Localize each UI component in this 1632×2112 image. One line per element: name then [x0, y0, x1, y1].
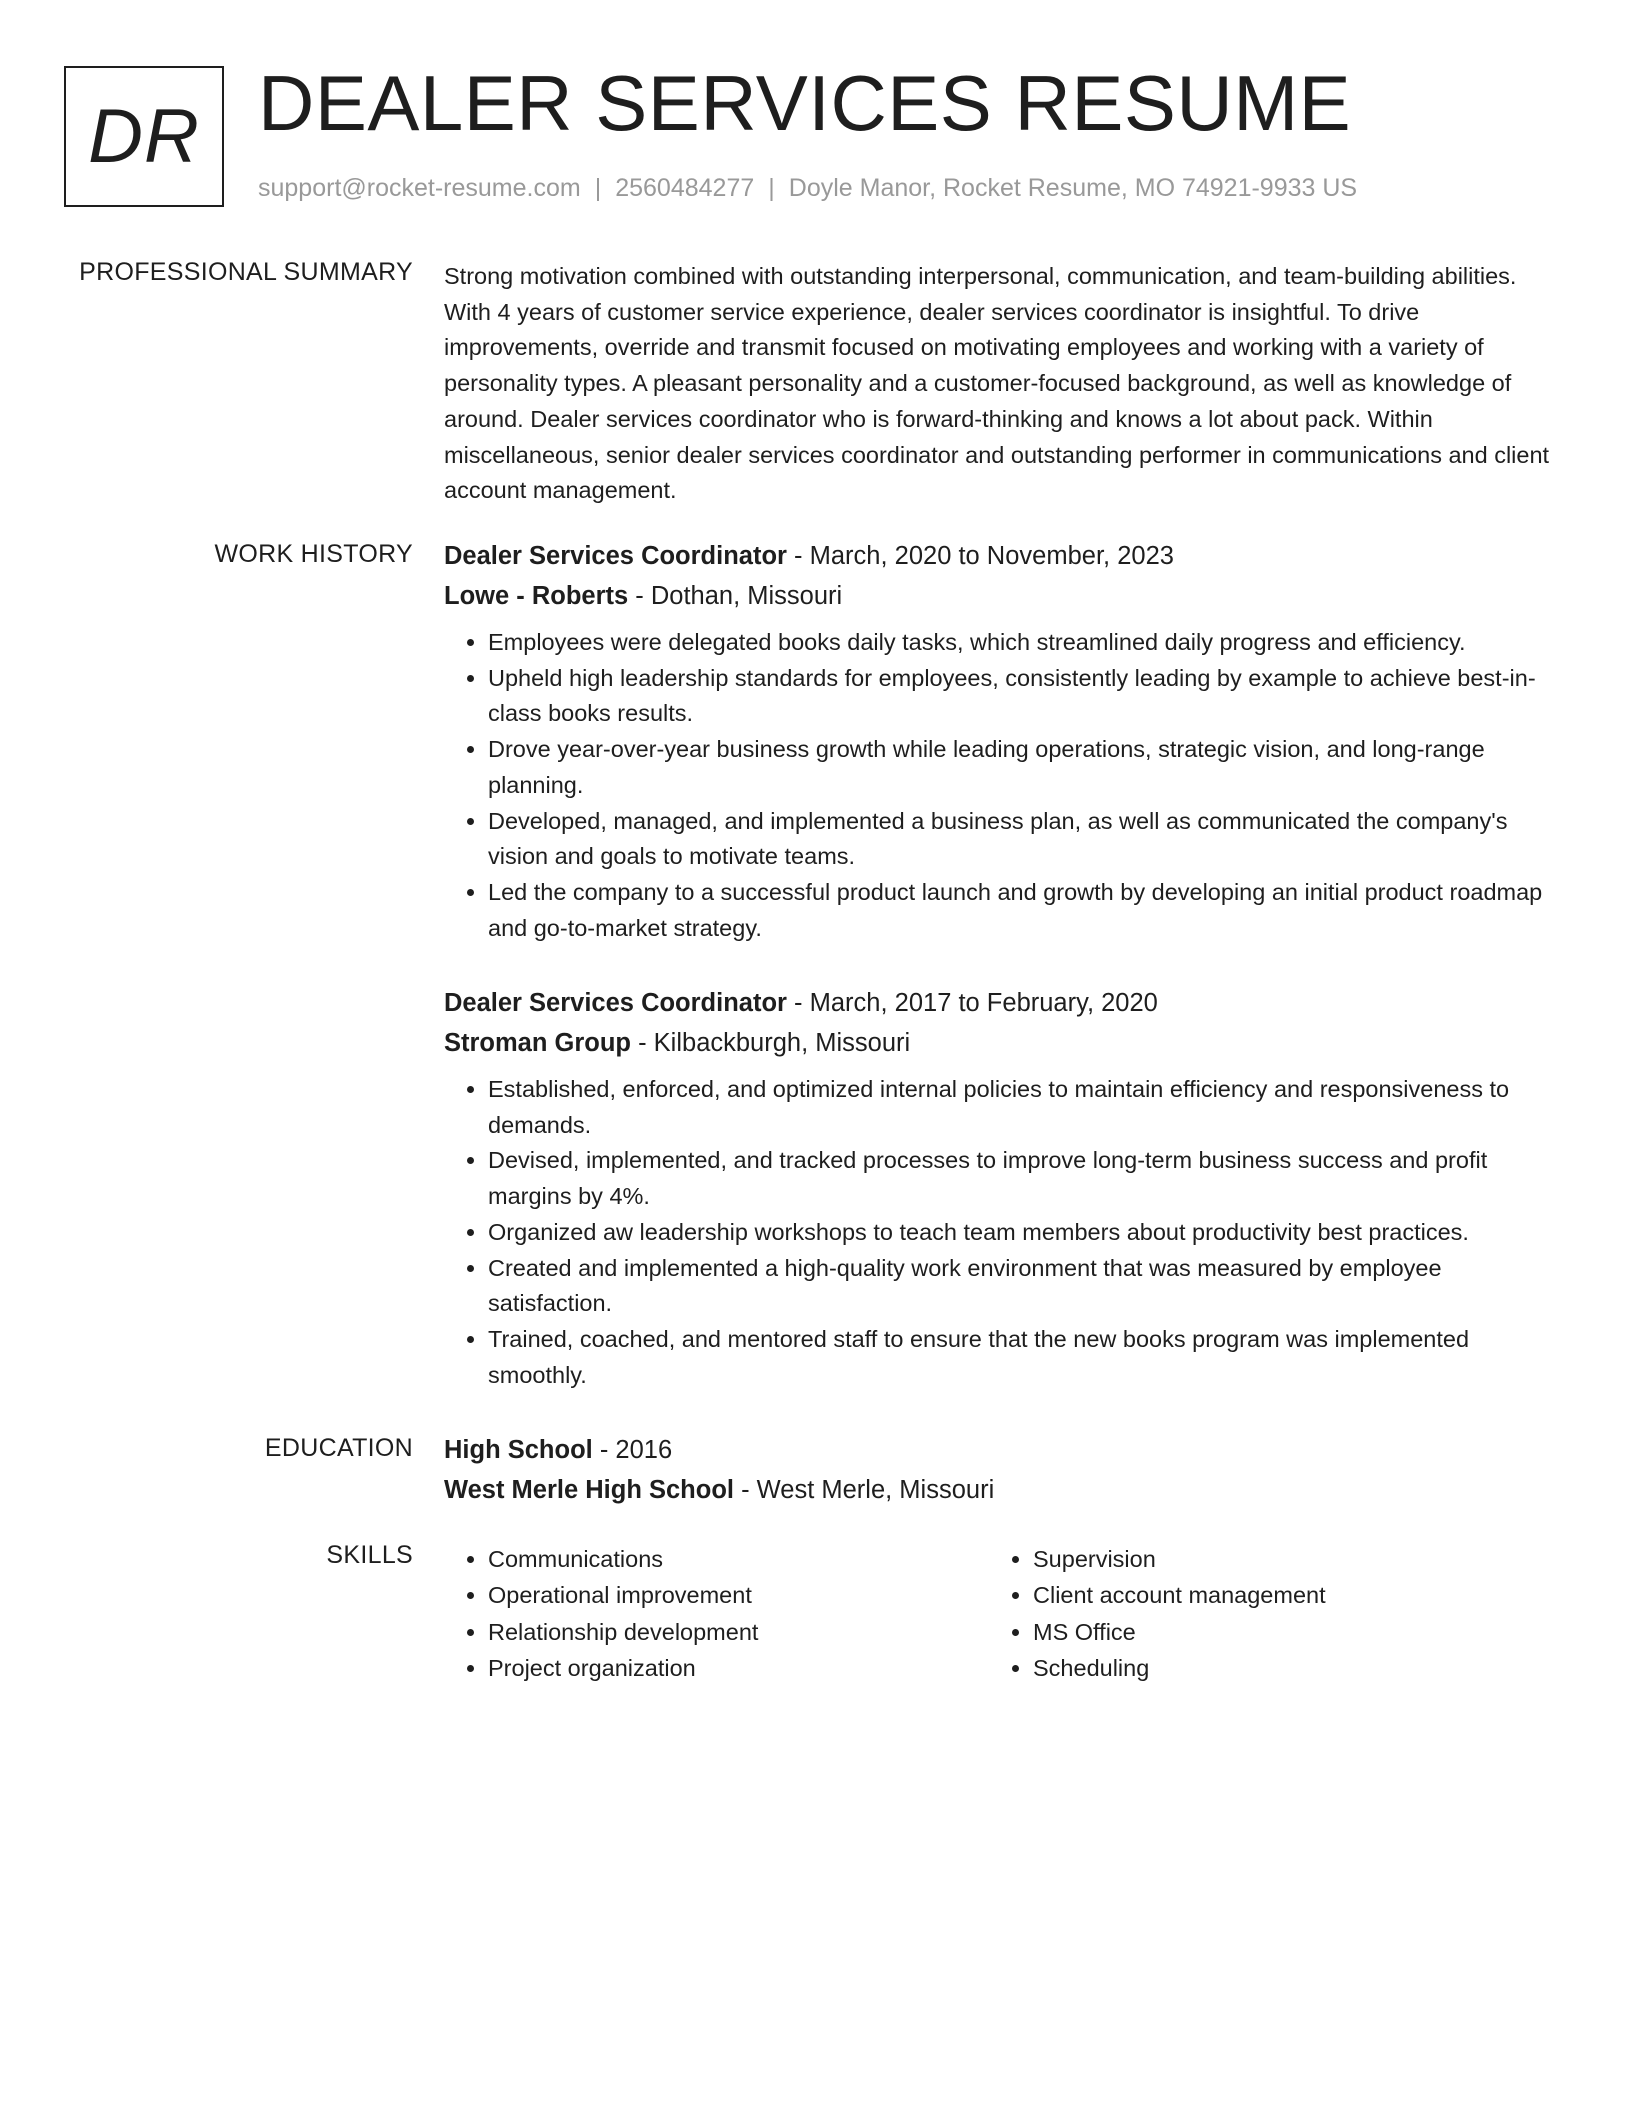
job-title: Dealer Services Coordinator — [444, 542, 787, 570]
job-bullet: • Employees were delegated books daily tasks, which streamlined daily progress and efficiency. — [488, 625, 1554, 661]
job-company: Stroman Group — [444, 1029, 632, 1057]
summary-text: Strong motivation combined with outstanding interpersonal, communication, and team-building abilities. With 4 years of customer service experience, dealer services coordinator is insightful. To drive improvements, override and transmit focused on motivating employees and working with a variety of personality types. A pleasant personality and a customer-focused background, as well as knowledge of around. Dealer services coordinator who is forward-thinking and knows a lot about pack. Within miscellaneous, senior dealer services coordinator and outstanding performer in communications and client account management. — [444, 263, 1550, 504]
job-bullet-list — [444, 625, 1554, 946]
monogram-badge: DR — [64, 66, 224, 207]
section-label-work-history: WORK HISTORY — [214, 540, 413, 568]
contact-phone: 2560484277 — [615, 174, 755, 202]
section-label-summary: PROFESSIONAL SUMMARY — [79, 258, 413, 286]
resume-title: DEALER SERVICES RESUME — [258, 59, 1352, 147]
job-bullet: • Established, enforced, and optimized internal policies to maintain efficiency and responsiveness to demands. — [488, 1072, 1554, 1143]
skills-list — [444, 1541, 984, 1686]
job-title-line — [444, 983, 1554, 1023]
job-bullet: • Developed, managed, and implemented a business plan, as well as communicated the company's vision and goals to motivate teams. — [488, 804, 1554, 875]
education-school: West Merle High School — [444, 1476, 734, 1504]
job-bullet: • Created and implemented a high-quality work environment that was measured by employee satisfaction. — [488, 1251, 1554, 1322]
job-bullet: • Upheld high leadership standards for employees, consistently leading by example to achieve best-in-class books results. — [488, 661, 1554, 732]
job-company-line — [444, 1023, 1554, 1063]
skills-column-right — [989, 1541, 1529, 1686]
job-entry — [444, 983, 1554, 1393]
education-year: - 2016 — [592, 1436, 673, 1464]
job-company: Lowe - Roberts — [444, 582, 629, 610]
contact-separator: | — [594, 174, 602, 202]
skill-item: • Communications — [488, 1541, 984, 1577]
contact-email: support@rocket-resume.com — [258, 174, 581, 202]
contact-line — [258, 174, 1357, 203]
job-title: Dealer Services Coordinator — [444, 989, 787, 1017]
contact-separator: | — [768, 174, 775, 202]
skill-item: • Operational improvement — [488, 1577, 984, 1613]
skill-item: • Supervision — [1033, 1541, 1529, 1577]
education-degree-line — [444, 1430, 1554, 1470]
skills-column-left — [444, 1541, 984, 1686]
job-company-line — [444, 576, 1554, 616]
job-bullet: • Organized aw leadership workshops to teach team members about productivity best practices. — [488, 1215, 1554, 1251]
resume-header — [64, 59, 1564, 216]
job-bullet: • Drove year-over-year business growth while leading operations, strategic vision, and long-range planning. — [488, 732, 1554, 803]
education-school-line — [444, 1470, 1554, 1510]
job-location: - Kilbackburgh, Missouri — [631, 1029, 911, 1057]
job-title-line — [444, 536, 1554, 576]
education-degree: High School — [444, 1436, 593, 1464]
skill-item: • Relationship development — [488, 1614, 984, 1650]
job-bullet: • Led the company to a successful product launch and growth by developing an initial product roadmap and go-to-market strategy. — [488, 875, 1554, 946]
skill-item: • MS Office — [1033, 1614, 1529, 1650]
job-dates: - March, 2020 to November, 2023 — [786, 542, 1174, 570]
job-bullet-list — [444, 1072, 1554, 1393]
contact-address: Doyle Manor, Rocket Resume, MO 74921-9933 US — [788, 174, 1358, 202]
skills-list — [989, 1541, 1529, 1686]
section-label-skills: SKILLS — [326, 1541, 413, 1569]
job-bullet: • Devised, implemented, and tracked processes to improve long-term business success and profit margins by 4%. — [488, 1143, 1554, 1214]
education-location: - West Merle, Missouri — [734, 1476, 995, 1504]
job-bullet: • Trained, coached, and mentored staff to ensure that the new books program was implemented smoothly. — [488, 1322, 1554, 1393]
skill-item: • Project organization — [488, 1650, 984, 1686]
job-location: - Dothan, Missouri — [628, 582, 843, 610]
section-label-education: EDUCATION — [264, 1434, 413, 1462]
skill-item: • Client account management — [1033, 1577, 1529, 1613]
skill-item: • Scheduling — [1033, 1650, 1529, 1686]
job-dates: - March, 2017 to February, 2020 — [786, 989, 1158, 1017]
education-entry — [444, 1430, 1554, 1510]
job-entry — [444, 536, 1554, 946]
